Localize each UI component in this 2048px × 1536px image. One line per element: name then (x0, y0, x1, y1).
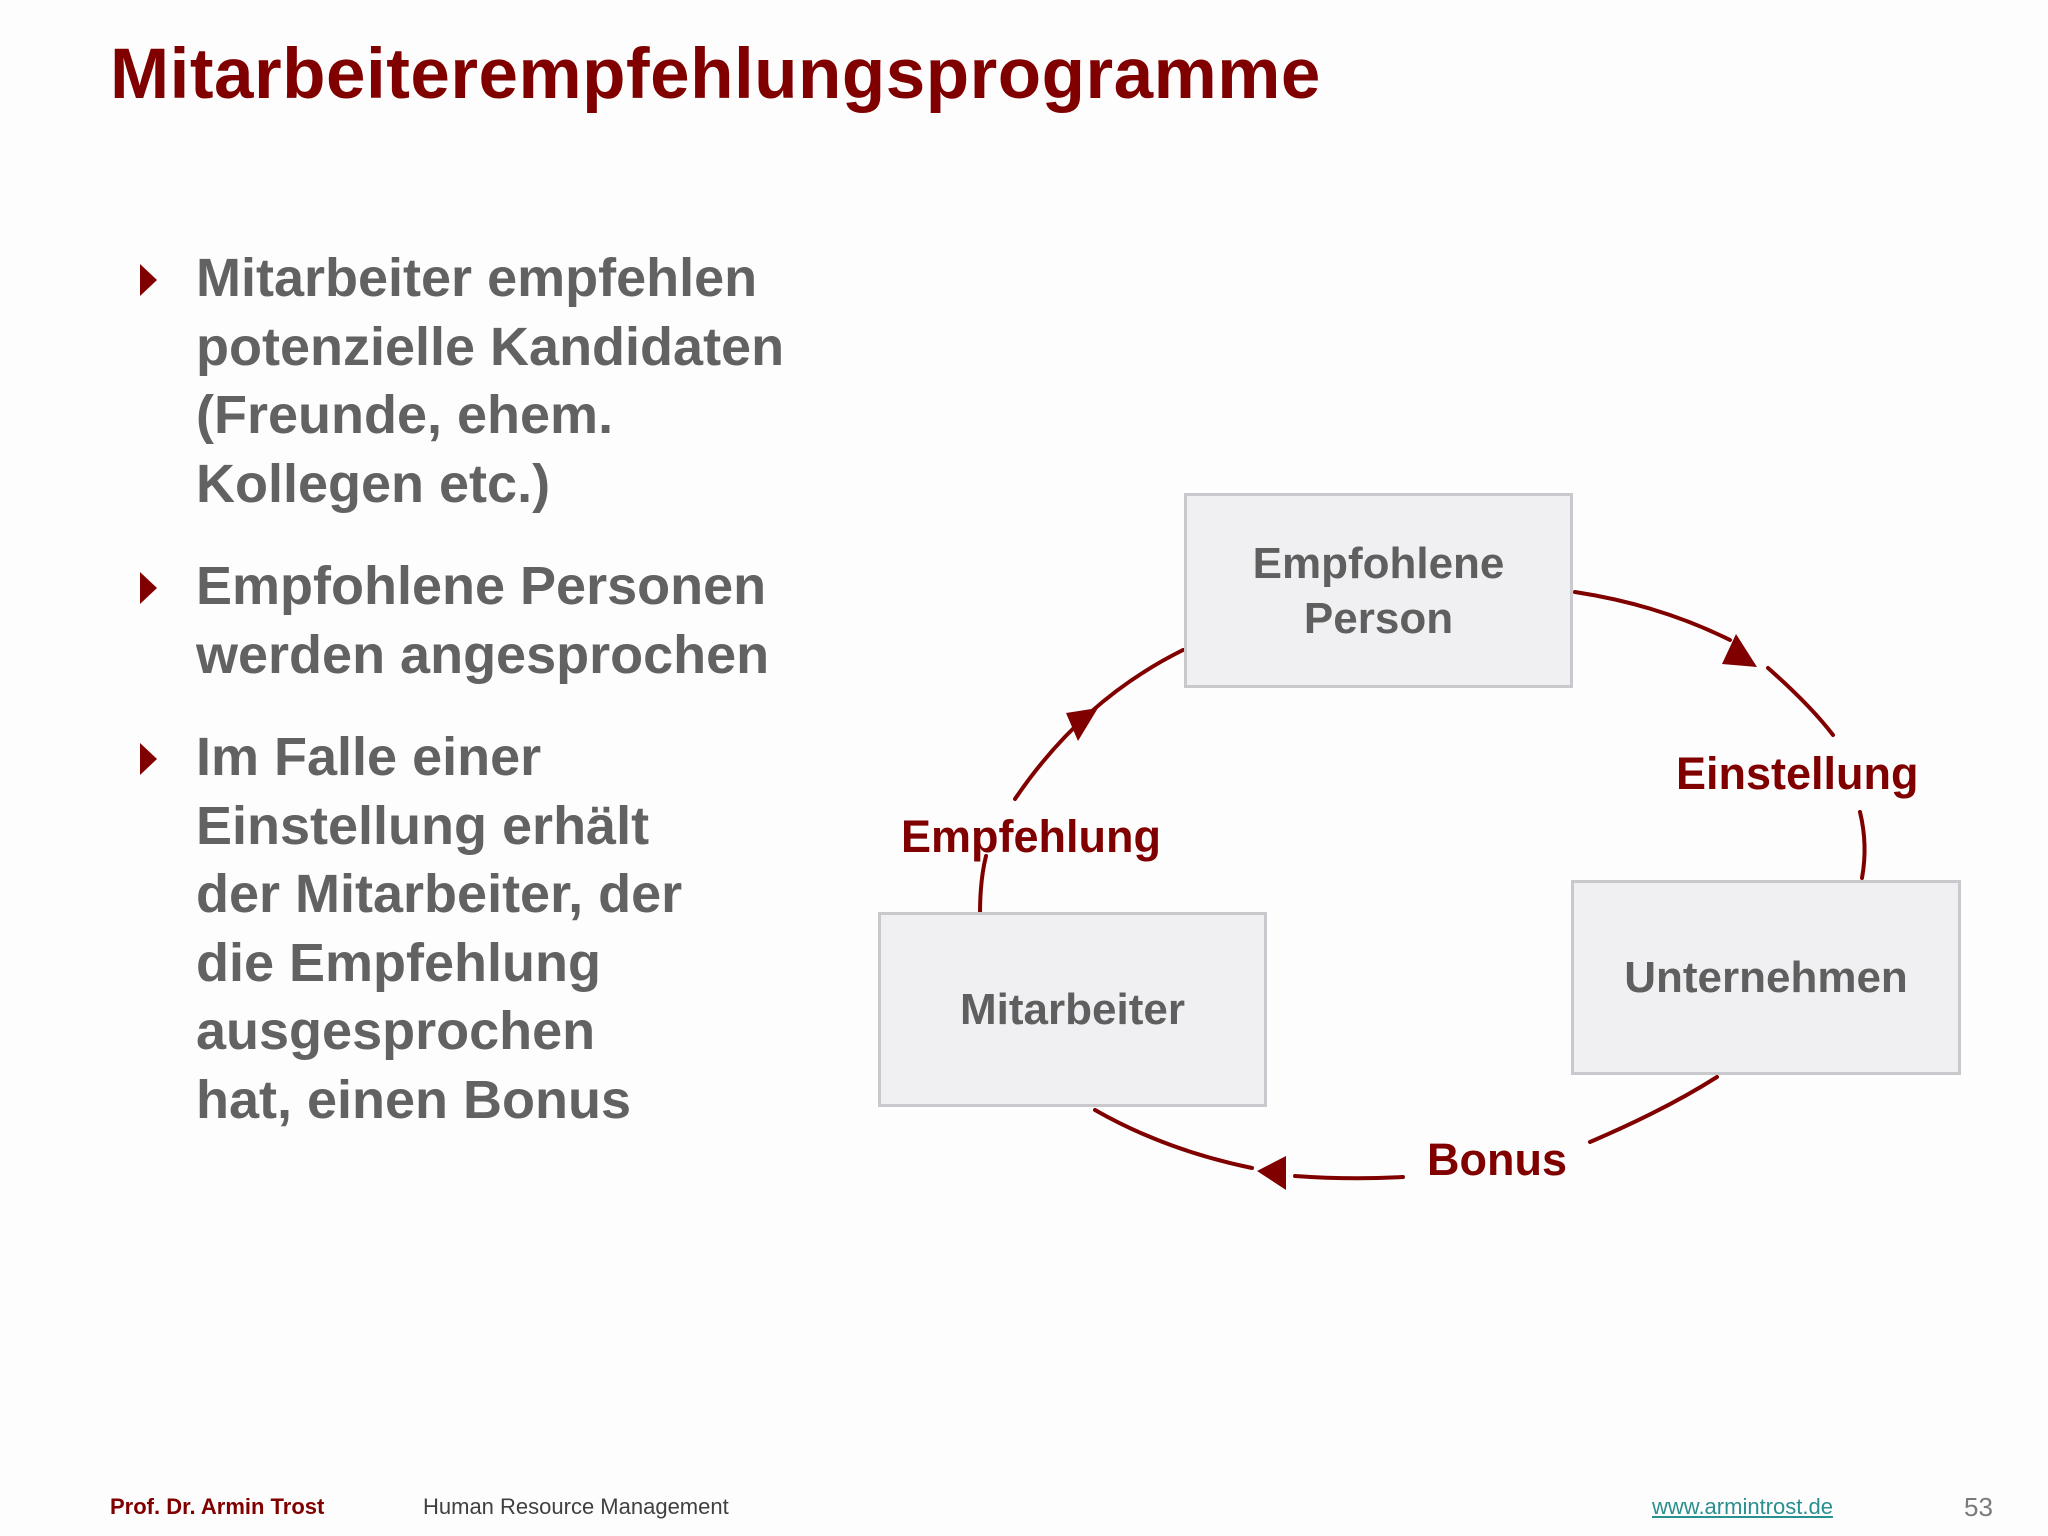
node-empfohlene-person: Empfohlene Person (1184, 493, 1573, 688)
arrowhead-icon (1257, 1156, 1286, 1190)
page-number: 53 (1964, 1492, 1993, 1522)
node-unternehmen: Unternehmen (1571, 880, 1961, 1075)
arrow-einstellung-line (1860, 812, 1865, 878)
arrow-bonus-line (1590, 1077, 1717, 1142)
slide-title: Mitarbeiterempfehlungsprogramme (110, 35, 1321, 114)
edge-label-bonus: Bonus (1427, 1134, 1567, 1185)
edge-label-einstellung: Einstellung (1676, 748, 1919, 799)
footer-author: Prof. Dr. Armin Trost (110, 1494, 325, 1519)
arrow-einstellung-line (1768, 668, 1833, 735)
footer-course: Human Resource Management (423, 1494, 729, 1519)
arrowhead-icon (1066, 708, 1098, 741)
footer-website-link[interactable]: www.armintrost.de (1652, 1494, 1833, 1519)
bullet-text: Mitarbeiter empfehlen potenzielle Kandidaten (Freunde, ehem. Kollegen etc.) (196, 248, 785, 514)
bullet-text: Empfohlene Personen werden angesprochen (196, 556, 770, 685)
arrow-empfehlung-line (1015, 650, 1183, 799)
arrow-bonus-line (1295, 1176, 1403, 1178)
arrow-bonus-line (1095, 1110, 1252, 1168)
bullet-text: Im Falle einer Einstellung erhält der Mitarbeiter, der die Empfehlung ausgesprochen hat, einen Bonus (196, 727, 683, 1130)
arrow-empfehlung-line (980, 856, 986, 914)
edge-label-empfehlung: Empfehlung (901, 811, 1161, 862)
arrow-einstellung-line (1575, 592, 1730, 640)
node-mitarbeiter: Mitarbeiter (878, 912, 1267, 1107)
